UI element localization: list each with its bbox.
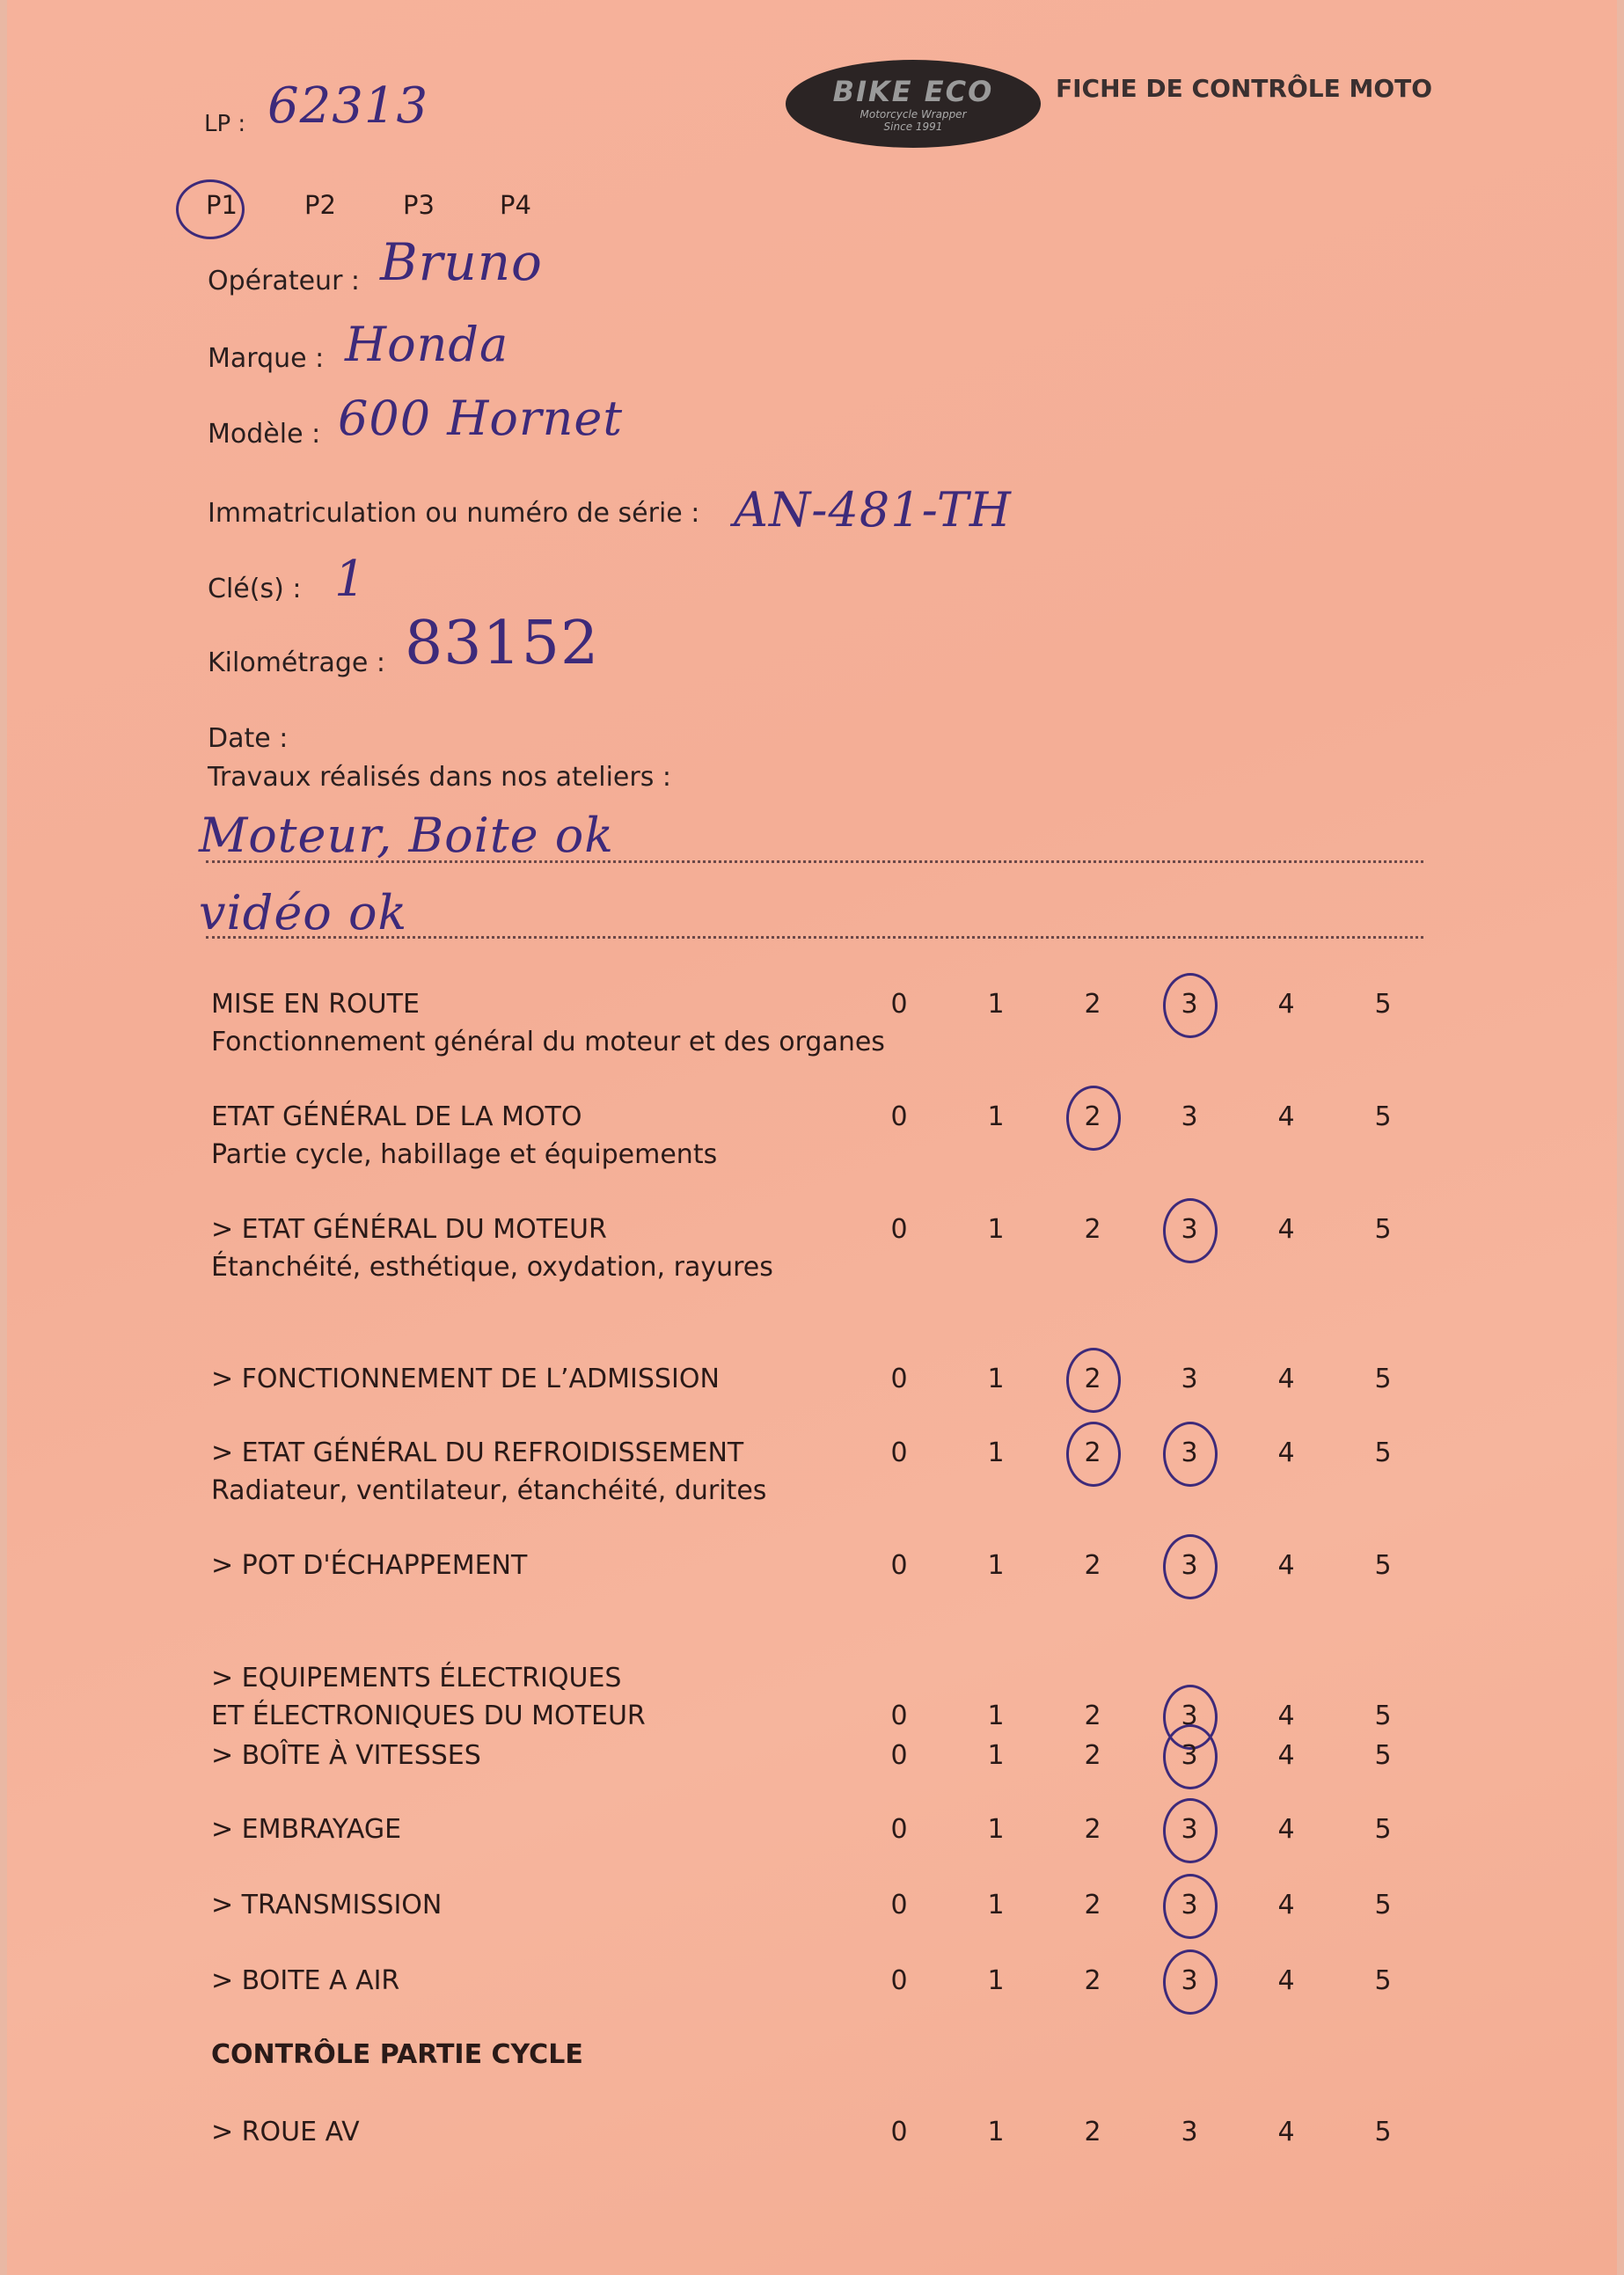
score-option-5: 5 — [1374, 1101, 1392, 1132]
rating-row-5 — [211, 1550, 1443, 1620]
score-option-0: 0 — [890, 1214, 908, 1245]
rating-row-7 — [211, 1740, 1443, 1810]
score-option-2: 2 — [1084, 1814, 1101, 1845]
rating-row-8 — [211, 1814, 1443, 1884]
score-selected-circle — [1066, 1086, 1121, 1151]
score-option-5: 5 — [1374, 1740, 1392, 1771]
row-title: > EMBRAYAGE — [211, 1814, 402, 1845]
rating-row-6 — [211, 1663, 1443, 1733]
score-option-2: 2 — [1084, 1965, 1101, 1996]
travaux-line-1: Moteur, Boite ok — [199, 808, 614, 863]
cles-label: Clé(s) : — [208, 574, 302, 604]
logo-subtext: Motorcycle Wrapper Since 1991 — [860, 108, 967, 133]
section-partie-cycle-title: CONTRÔLE PARTIE CYCLE — [211, 2039, 583, 2070]
row-subtitle: Radiateur, ventilateur, étanchéité, durites — [211, 1475, 767, 1506]
partie-cycle-row-0 — [211, 2117, 1443, 2187]
score-option-3: 3 — [1181, 1364, 1198, 1394]
score-option-0: 0 — [890, 1814, 908, 1845]
score-option-3: 3 — [1163, 1965, 1216, 1996]
score-option-4: 4 — [1277, 1701, 1295, 1731]
row-title: > ETAT GÉNÉRAL DU REFROIDISSEMENT — [211, 1437, 744, 1468]
rating-row-1 — [211, 1101, 1443, 1172]
score-option-5: 5 — [1374, 1890, 1392, 1920]
score-option-5: 5 — [1374, 1437, 1392, 1468]
score-option-1: 1 — [987, 1364, 1005, 1394]
score-selected-circle — [1163, 1198, 1218, 1263]
modele-label: Modèle : — [208, 419, 321, 450]
row-title: ETAT GÉNÉRAL DE LA MOTO — [211, 1101, 582, 1132]
kilometrage-value: 83152 — [405, 609, 600, 678]
score-option-2: 2 — [1084, 1740, 1101, 1771]
score-selected-circle — [1066, 1422, 1121, 1487]
score-option-3: 3 — [1181, 2117, 1198, 2147]
score-option-4: 4 — [1277, 1364, 1295, 1394]
row-title: > POT D'ÉCHAPPEMENT — [211, 1550, 528, 1581]
score-option-3: 3 — [1163, 1890, 1216, 1920]
score-option-0: 0 — [890, 1550, 908, 1581]
score-option-4: 4 — [1277, 1740, 1295, 1771]
score-option-1: 1 — [987, 1740, 1005, 1771]
score-option-1: 1 — [987, 1550, 1005, 1581]
score-selected-circle — [1163, 1724, 1218, 1789]
row-title: > BOITE A AIR — [211, 1965, 400, 1996]
bike-eco-logo — [786, 60, 1041, 148]
score-option-4: 4 — [1277, 2117, 1295, 2147]
score-option-4: 4 — [1277, 1890, 1295, 1920]
score-option-4: 4 — [1277, 1101, 1295, 1132]
row-title: MISE EN ROUTE — [211, 989, 420, 1020]
score-option-1: 1 — [987, 1437, 1005, 1468]
score-option-5: 5 — [1374, 1701, 1392, 1731]
score-option-3: 3 — [1181, 1101, 1198, 1132]
score-selected-circle — [1163, 1534, 1218, 1599]
score-option-4: 4 — [1277, 1214, 1295, 1245]
score-option-5: 5 — [1374, 989, 1392, 1020]
control-sheet — [7, 0, 1617, 2275]
score-selected-circle — [1163, 1949, 1218, 2015]
score-option-4: 4 — [1277, 1437, 1295, 1468]
score-option-3: 3 — [1163, 1814, 1216, 1845]
score-option-1: 1 — [987, 1214, 1005, 1245]
score-option-3: 3 — [1163, 1550, 1216, 1581]
score-option-0: 0 — [890, 2117, 908, 2147]
immatriculation-value: AN-481-TH — [734, 482, 1012, 538]
score-option-2: 2 — [1066, 1101, 1119, 1132]
score-option-3: 3 — [1163, 1740, 1216, 1771]
row-subtitle: Fonctionnement général du moteur et des organes — [211, 1027, 885, 1057]
row-subtitle: Partie cycle, habillage et équipements — [211, 1139, 718, 1170]
score-option-0: 0 — [890, 1701, 908, 1731]
score-option-4: 4 — [1277, 989, 1295, 1020]
score-option-3: 3 — [1163, 1437, 1216, 1468]
position-p3: P3 — [403, 190, 435, 220]
position-p2: P2 — [304, 190, 336, 220]
score-option-0: 0 — [890, 989, 908, 1020]
score-option-1: 1 — [987, 1101, 1005, 1132]
marque-value: Honda — [345, 317, 509, 372]
score-selected-circle — [1163, 973, 1218, 1038]
score-option-2: 2 — [1084, 2117, 1101, 2147]
score-option-4: 4 — [1277, 1965, 1295, 1996]
score-option-5: 5 — [1374, 1814, 1392, 1845]
row-subtitle: Étanchéité, esthétique, oxydation, rayures — [211, 1252, 773, 1283]
p1-selection-circle — [176, 179, 245, 239]
score-option-0: 0 — [890, 1890, 908, 1920]
score-option-5: 5 — [1374, 1965, 1392, 1996]
score-option-3: 3 — [1163, 1701, 1216, 1731]
score-option-3: 3 — [1163, 989, 1216, 1020]
score-option-1: 1 — [987, 1701, 1005, 1731]
lp-label: LP : — [204, 111, 246, 137]
score-option-1: 1 — [987, 2117, 1005, 2147]
date-label: Date : — [208, 723, 289, 754]
score-option-2: 2 — [1066, 1437, 1119, 1468]
score-option-2: 2 — [1084, 989, 1101, 1020]
score-option-5: 5 — [1374, 1550, 1392, 1581]
travaux-dotted-line-1 — [206, 860, 1423, 863]
score-option-0: 0 — [890, 1965, 908, 1996]
immatriculation-label: Immatriculation ou numéro de série : — [208, 498, 700, 529]
travaux-dotted-line-2 — [206, 936, 1423, 939]
document-title: FICHE DE CONTRÔLE MOTO — [1056, 74, 1433, 103]
rating-row-0 — [211, 989, 1443, 1059]
score-option-4: 4 — [1277, 1550, 1295, 1581]
score-option-1: 1 — [987, 1965, 1005, 1996]
row-title: > ROUE AV — [211, 2117, 360, 2147]
score-option-0: 0 — [890, 1437, 908, 1468]
travaux-line-2: vidéo ok — [199, 885, 408, 940]
row-title: > TRANSMISSION — [211, 1890, 443, 1920]
score-selected-circle — [1163, 1874, 1218, 1939]
score-option-1: 1 — [987, 1814, 1005, 1845]
row-title: > ETAT GÉNÉRAL DU MOTEUR — [211, 1214, 607, 1245]
cles-value: 1 — [334, 551, 367, 608]
score-option-4: 4 — [1277, 1814, 1295, 1845]
marque-label: Marque : — [208, 343, 325, 374]
score-option-2: 2 — [1084, 1214, 1101, 1245]
rating-row-10 — [211, 1965, 1443, 2036]
row-subtitle: ET ÉLECTRONIQUES DU MOTEUR — [211, 1701, 646, 1731]
rating-row-3 — [211, 1364, 1443, 1434]
score-option-5: 5 — [1374, 2117, 1392, 2147]
rating-row-4 — [211, 1437, 1443, 1508]
score-option-3: 3 — [1163, 1214, 1216, 1245]
score-option-0: 0 — [890, 1740, 908, 1771]
row-title: > FONCTIONNEMENT DE L’ADMISSION — [211, 1364, 720, 1394]
rating-row-2 — [211, 1214, 1443, 1284]
kilometrage-label: Kilométrage : — [208, 647, 386, 678]
score-option-2: 2 — [1084, 1890, 1101, 1920]
modele-value: 600 Hornet — [338, 391, 624, 446]
position-p1: P1 — [206, 190, 238, 220]
score-selected-circle — [1066, 1348, 1121, 1413]
score-option-5: 5 — [1374, 1364, 1392, 1394]
score-selected-circle — [1163, 1798, 1218, 1863]
rating-row-9 — [211, 1890, 1443, 1960]
operateur-label: Opérateur : — [208, 266, 361, 296]
score-option-5: 5 — [1374, 1214, 1392, 1245]
position-p4: P4 — [500, 190, 531, 220]
score-option-1: 1 — [987, 989, 1005, 1020]
row-title: > BOÎTE À VITESSES — [211, 1740, 481, 1771]
score-option-1: 1 — [987, 1890, 1005, 1920]
score-option-2: 2 — [1066, 1364, 1119, 1394]
score-selected-circle — [1163, 1422, 1218, 1487]
operateur-value: Bruno — [380, 232, 543, 292]
lp-value: 62313 — [267, 77, 429, 135]
logo-text: BIKE ECO — [832, 75, 994, 108]
row-title: > EQUIPEMENTS ÉLECTRIQUES — [211, 1663, 622, 1693]
score-option-2: 2 — [1084, 1550, 1101, 1581]
travaux-label: Travaux réalisés dans nos ateliers : — [208, 762, 671, 793]
score-option-0: 0 — [890, 1101, 908, 1132]
score-option-2: 2 — [1084, 1701, 1101, 1731]
score-option-0: 0 — [890, 1364, 908, 1394]
